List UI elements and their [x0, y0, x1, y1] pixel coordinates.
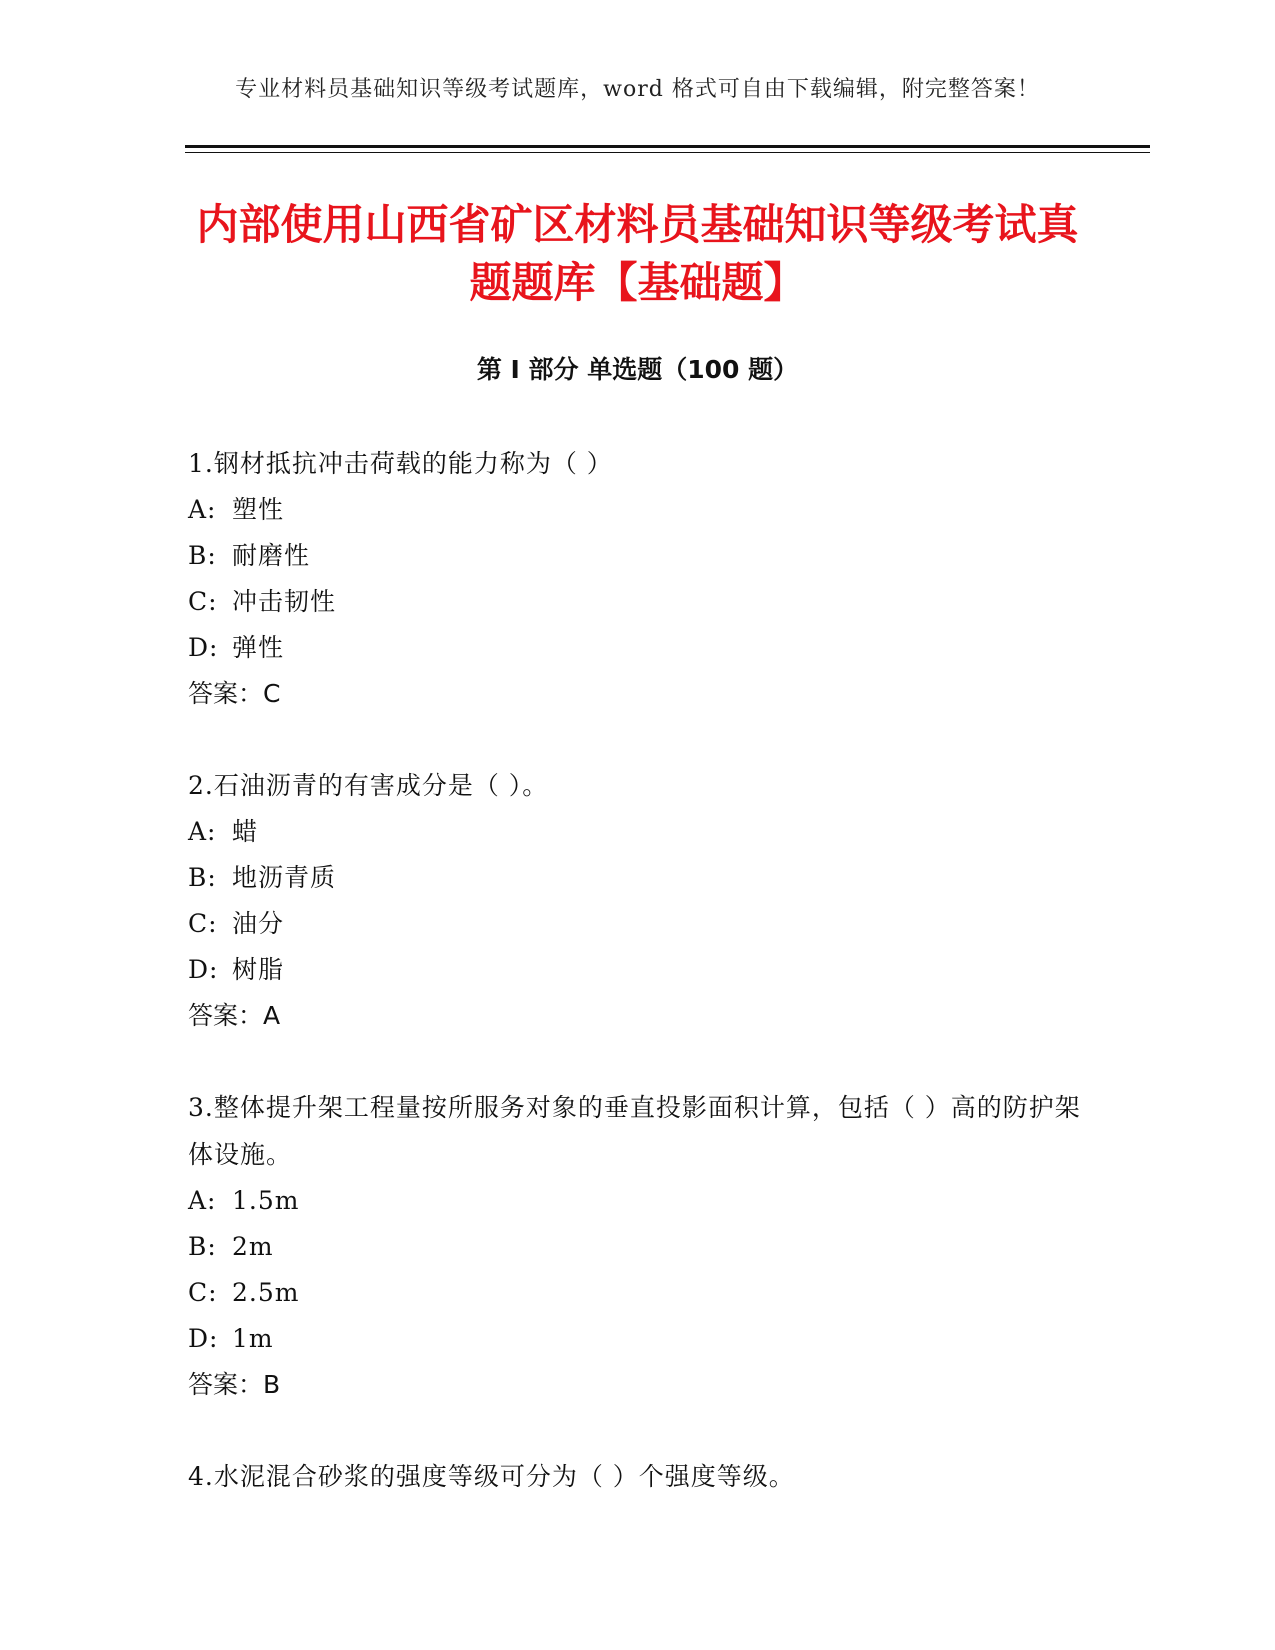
header-rule-thin — [185, 152, 1150, 153]
option-letter: C: — [188, 909, 218, 938]
option-letter: C: — [188, 1278, 218, 1307]
option-letter: A: — [188, 817, 217, 846]
document-title: 内部使用山西省矿区材料员基础知识等级考试真题题库【基础题】 — [196, 200, 1079, 307]
option-c — [188, 1270, 1088, 1316]
option-text: 弹性 — [232, 633, 285, 662]
header-note: 专业材料员基础知识等级考试题库，word 格式可自由下载编辑，附完整答案！ — [235, 77, 1040, 102]
question-stem: 1.钢材抵抗冲击荷载的能力称为（ ） — [188, 449, 613, 478]
option-b — [188, 533, 1088, 579]
option-d — [188, 625, 1088, 671]
option-letter: C: — [188, 587, 218, 616]
option-text: 耐磨性 — [232, 541, 311, 570]
option-c — [188, 579, 1088, 625]
section-heading: 第 I 部分 单选题（100 题） — [476, 355, 799, 384]
option-text: 2.5m — [232, 1278, 300, 1307]
question-list — [188, 440, 1088, 1545]
option-text: 塑性 — [232, 495, 285, 524]
question-stem: 4.水泥混合砂浆的强度等级可分为（ ）个强度等级。 — [188, 1462, 795, 1491]
option-a — [188, 809, 1088, 855]
question-1 — [188, 440, 1088, 717]
answer-line: 答案：C — [188, 679, 281, 708]
option-text: 油分 — [232, 909, 285, 938]
question-stem: 2.石油沥青的有害成分是（ ）。 — [188, 771, 549, 800]
question-3 — [188, 1084, 1088, 1408]
option-c — [188, 901, 1088, 947]
option-b — [188, 855, 1088, 901]
option-text: 地沥青质 — [232, 863, 337, 892]
option-text: 冲击韧性 — [232, 587, 337, 616]
option-text: 蜡 — [232, 817, 259, 846]
option-letter: B: — [188, 1232, 217, 1261]
option-text: 1.5m — [232, 1186, 300, 1215]
question-2 — [188, 762, 1088, 1039]
option-a — [188, 487, 1088, 533]
option-a — [188, 1178, 1088, 1224]
option-text: 2m — [232, 1232, 274, 1261]
question-4 — [188, 1453, 1088, 1500]
option-letter: D: — [188, 955, 219, 984]
header-rule-thick — [185, 145, 1150, 148]
option-letter: A: — [188, 1186, 217, 1215]
option-text: 树脂 — [232, 955, 285, 984]
option-b — [188, 1224, 1088, 1270]
option-letter: B: — [188, 863, 217, 892]
option-d — [188, 947, 1088, 993]
option-d — [188, 1316, 1088, 1362]
answer-line: 答案：A — [188, 1001, 281, 1030]
option-letter: D: — [188, 1324, 219, 1353]
option-letter: B: — [188, 541, 217, 570]
question-stem: 3.整体提升架工程量按所服务对象的垂直投影面积计算，包括（ ）高的防护架体设施。 — [188, 1093, 1081, 1169]
option-letter: A: — [188, 495, 217, 524]
option-letter: D: — [188, 633, 219, 662]
option-text: 1m — [232, 1324, 274, 1353]
answer-line: 答案：B — [188, 1370, 281, 1399]
